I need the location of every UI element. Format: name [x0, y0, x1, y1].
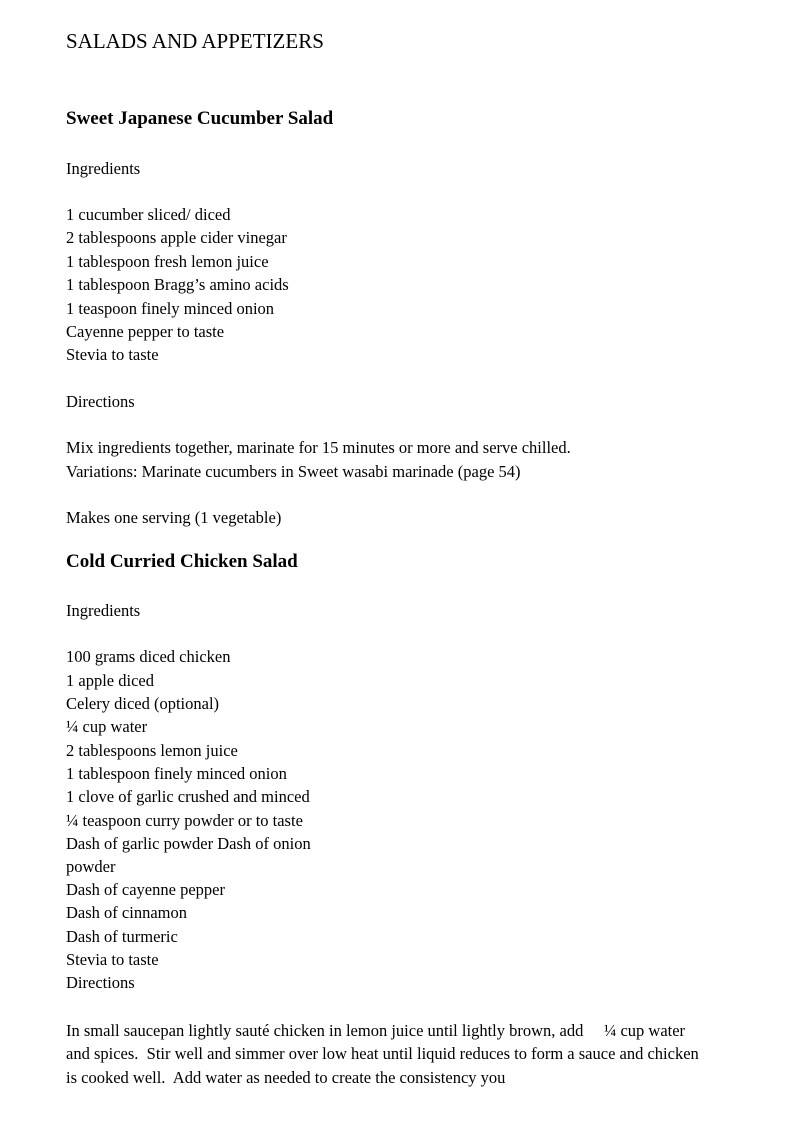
- ingredient-item: Stevia to taste: [66, 950, 159, 969]
- ingredient-item: 1 tablespoon fresh lemon juice: [66, 252, 269, 271]
- ingredient-item: 1 clove of garlic crushed and minced: [66, 787, 310, 806]
- directions-heading: Directions: [66, 392, 135, 411]
- variations-line: Variations: Marinate cucumbers in Sweet wasabi marinade (page 54): [66, 462, 521, 481]
- ingredient-item: 1 teaspoon finely minced onion: [66, 299, 275, 318]
- recipe-title-curried-chicken-salad: Cold Curried Chicken Salad: [66, 551, 298, 572]
- ingredient-item: Dash of cinnamon: [66, 903, 187, 922]
- ingredient-item: Dash of turmeric: [66, 927, 178, 946]
- ingredient-item: 1 apple diced: [66, 671, 154, 690]
- ingredient-item: Dash of cayenne pepper: [66, 880, 225, 899]
- ingredient-item: 100 grams diced chicken: [66, 647, 231, 666]
- ingredient-item: 1 cucumber sliced/ diced: [66, 205, 231, 224]
- ingredient-item: 2 tablespoons apple cider vinegar: [66, 228, 287, 247]
- directions-paragraph: In small saucepan lightly sauté chicken in lemon juice until lightly brown, add ¼ cup water and spices. Stir well and simmer over low heat until liquid reduces to form a sauce and chicken is cooked well. Add water as needed to create the consistency you: [66, 1021, 703, 1087]
- ingredient-item: 2 tablespoons lemon juice: [66, 741, 238, 760]
- ingredient-item: Dash of garlic powder Dash of onion: [66, 834, 311, 853]
- ingredient-item: 1 tablespoon finely minced onion: [66, 764, 287, 783]
- ingredient-item: Celery diced (optional): [66, 694, 220, 713]
- servings-note: Makes one serving (1 vegetable): [66, 508, 282, 527]
- ingredient-item: powder: [66, 857, 116, 876]
- document-title: SALADS AND APPETIZERS: [66, 29, 324, 53]
- ingredient-item: ¼ teaspoon curry powder or to taste: [66, 811, 303, 830]
- recipe-title-cucumber-salad: Sweet Japanese Cucumber Salad: [66, 108, 334, 129]
- ingredient-item: ¼ cup water: [66, 717, 148, 736]
- ingredients-heading: Ingredients: [66, 601, 141, 620]
- ingredient-item: Stevia to taste: [66, 345, 159, 364]
- ingredients-heading: Ingredients: [66, 159, 141, 178]
- ingredient-item: 1 tablespoon Bragg’s amino acids: [66, 275, 289, 294]
- directions-heading: Directions: [66, 973, 135, 992]
- directions-line: Mix ingredients together, marinate for 15 minutes or more and serve chilled.: [66, 438, 571, 457]
- ingredient-item: Cayenne pepper to taste: [66, 322, 225, 341]
